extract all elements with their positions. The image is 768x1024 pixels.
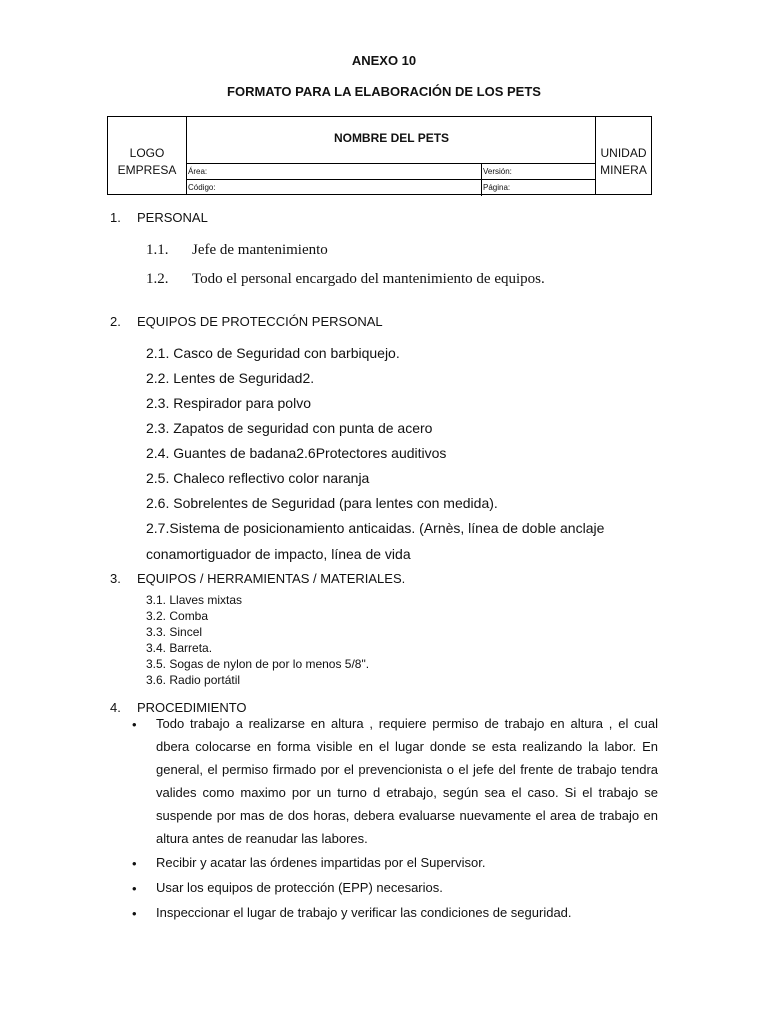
list-item: 3.4. Barreta. [146,641,213,655]
item-text: Jefe de mantenimiento [192,242,328,258]
procedure-step: Recibir y acatar las órdenes impartidas por el Supervisor. [156,855,486,870]
procedure-step: Inspeccionar el lugar de trabajo y verificar las condiciones de seguridad. [156,905,572,920]
list-item: 3.1. Llaves mixtas [146,593,243,607]
page-field: Página: [481,180,595,196]
list-item: 2.3. Zapatos de seguridad con punta de acero [146,420,433,436]
section-number: 2. [110,314,121,329]
header-row-code [187,179,596,196]
item-text: Todo el personal encargado del mantenimiento de equipos. [192,271,545,287]
bullet-icon: • [132,717,137,732]
section-label: EQUIPOS / HERRAMIENTAS / MATERIALES. [137,571,406,586]
area-field: Área: [188,167,208,176]
list-item: 2.1. Casco de Seguridad con barbiquejo. [146,345,400,361]
bullet-icon: • [132,881,137,896]
list-item: 2.6. Sobrelentes de Seguridad (para lentes con medida). [146,495,498,511]
item-number: 1.1. [146,242,169,258]
section-label: PERSONAL [137,210,208,225]
header-center [187,117,596,194]
list-item: 3.6. Radio portátil [146,673,241,687]
list-item: 2.7.Sistema de posicionamiento anticaidas. (Arnès, línea de doble anclaje [146,520,605,536]
mine-label: MINERA [600,163,647,177]
code-field: Código: [188,183,216,192]
company-label: EMPRESA [117,163,177,177]
bullet-icon: • [132,856,137,871]
logo-cell [108,117,187,194]
procedure-step: Usar los equipos de protección (EPP) necesarios. [156,880,443,895]
annex-title: ANEXO 10 [351,53,417,68]
header-row-area [187,163,596,180]
section-label: EQUIPOS DE PROTECCIÓN PERSONAL [137,314,383,329]
list-item: 3.2. Comba [146,609,209,623]
version-field: Versión: [481,164,595,180]
item-number: 1.2. [146,271,169,287]
section-number: 1. [110,210,121,225]
list-item: 2.3. Respirador para polvo [146,395,311,411]
section-number: 3. [110,571,121,586]
list-item: 3.3. Sincel [146,625,203,639]
procedure-step: Todo trabajo a realizarse en altura , requiere permiso de trabajo en altura , el cual dbera colocarse en forma visible en el lugar donde se esta realizando la labor. En general, el permiso firmado por el prevencionista o el jefe del frente de trabajo tendra valides como maximo por un turno d etrabajo, según sea el caso. Si el trabajo se suspende por mas de dos horas, debera evaluarse nuevamente el area de trabajo en altura antes de reanudar las labores. [156,716,658,846]
list-item: 2.2. Lentes de Seguridad2. [146,370,315,386]
list-item-continuation: conamortiguador de impacto, línea de vida [146,546,411,562]
list-item: 2.4. Guantes de badana2.6Protectores auditivos [146,445,447,461]
header-table [107,116,652,195]
list-item: 2.5. Chaleco reflectivo color naranja [146,470,370,486]
list-item: 3.5. Sogas de nylon de por lo menos 5/8". [146,657,370,671]
logo-label: LOGO [129,146,165,160]
unit-label: UNIDAD [600,146,647,160]
section-label: PROCEDIMIENTO [137,700,247,715]
unit-cell [595,117,651,194]
pets-name-title: NOMBRE DEL PETS [333,131,450,145]
section-number: 4. [110,700,121,715]
bullet-icon: • [132,906,137,921]
document-subtitle: FORMATO PARA LA ELABORACIÓN DE LOS PETS [227,84,541,99]
